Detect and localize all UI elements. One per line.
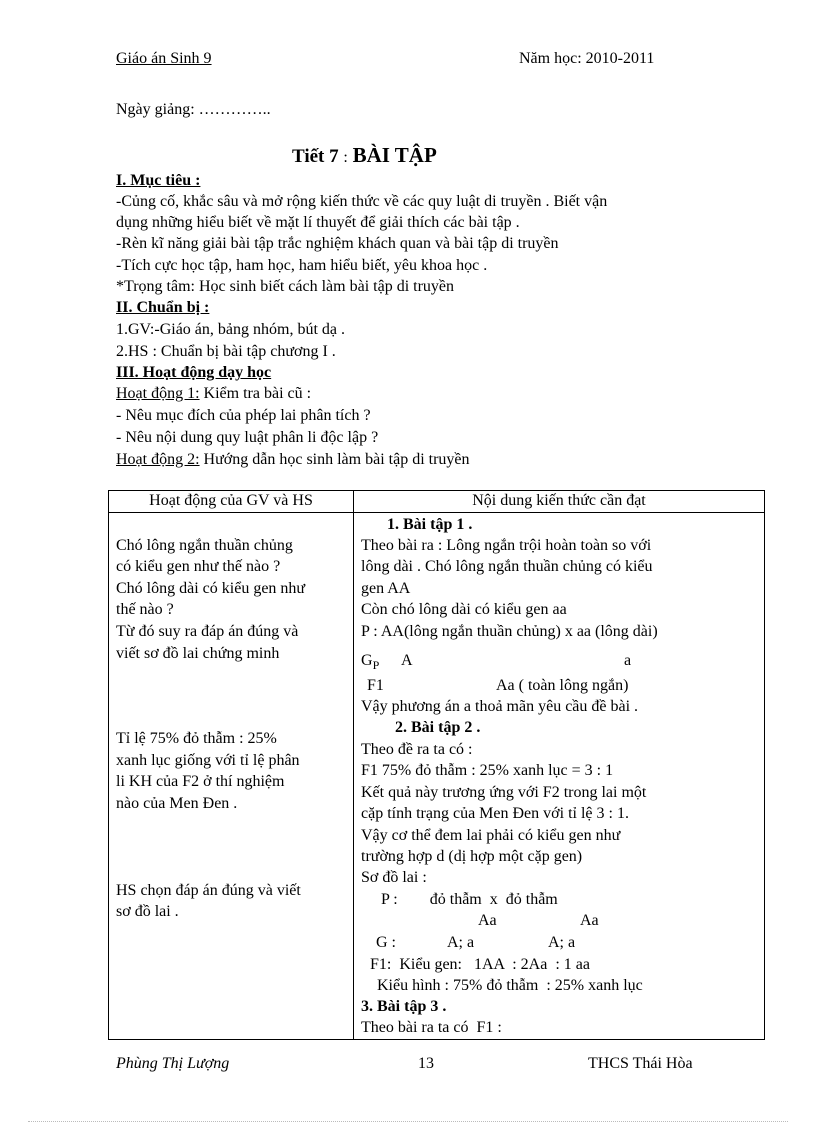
exercise2-line: Vậy cơ thể đem lai phải có kiểu gen như xyxy=(361,827,621,844)
exercise1-title: 1. Bài tập 1 . xyxy=(387,516,473,533)
left-cell-line: nào của Men Đen . xyxy=(116,795,238,812)
left-cell-line: li KH của F2 ở thí nghiệm xyxy=(116,773,285,790)
left-cell-line: Chó lông dài có kiểu gen như xyxy=(116,580,306,597)
gametes-label xyxy=(361,650,379,677)
exercise2-line: Kết quả này trương ứng với F2 trong lai một xyxy=(361,784,647,801)
exercise2-line: Sơ đồ lai : xyxy=(361,869,427,886)
section2-heading: II. Chuẩn bị : xyxy=(116,299,210,316)
section1-line: -Tích cực học tập, ham học, ham hiểu biết, yêu khoa học . xyxy=(116,257,488,274)
section2-line: 1.GV:-Giáo án, bảng nhóm, bút dạ . xyxy=(116,321,345,338)
exercise1-line: Còn chó lông dài có kiểu gen aa xyxy=(361,601,567,618)
f1-genotype: F1: Kiểu gen: 1AA : 2Aa : 1 aa xyxy=(370,956,590,973)
table-border-right xyxy=(764,490,765,1040)
parents-line: P : đỏ thẫm x đỏ thẫm xyxy=(381,891,558,908)
header-school-year: Năm học: 2010-2011 xyxy=(519,50,655,67)
activity1-text: Kiểm tra bài cũ : xyxy=(199,385,312,402)
activity1-line xyxy=(116,383,311,404)
table-border-left xyxy=(108,490,109,1040)
activity1-label: Hoạt động 1: xyxy=(116,385,200,402)
page-title xyxy=(292,143,437,168)
page-edge-divider xyxy=(28,1121,788,1122)
f1-phenotype: Kiểu hình : 75% đỏ thẫm : 25% xanh lục xyxy=(377,977,643,994)
exercise2-title: 2. Bài tập 2 . xyxy=(395,719,481,736)
gametes-line-left: A; a xyxy=(447,934,475,951)
title-separator: : xyxy=(343,149,348,166)
exercise1-conclusion: Vậy phương án a thoả mãn yêu cầu đề bài . xyxy=(361,698,639,715)
gametes-subscript: P xyxy=(372,658,380,673)
left-cell-line: có kiểu gen như thế nào ? xyxy=(116,558,281,575)
footer-page-number: 13 xyxy=(418,1055,434,1072)
activity2-text: Hướng dẫn học sinh làm bài tập di truyền xyxy=(199,451,470,468)
exercise1-cross-line: P : AA(lông ngắn thuần chủng) x aa (lông dài) xyxy=(361,623,658,640)
section2-line: 2.HS : Chuẩn bị bài tập chương I . xyxy=(116,343,336,360)
section1-line: -Củng cố, khắc sâu và mở rộng kiến thức về các quy luật di truyền . Biết vận xyxy=(116,193,608,210)
exercise1-line: Theo bài ra : Lông ngắn trội hoàn toàn so với xyxy=(361,537,652,554)
footer-school: THCS Thái Hòa xyxy=(588,1055,693,1072)
gametes-line-right: A; a xyxy=(548,934,576,951)
footer-author: Phùng Thị Lượng xyxy=(116,1055,230,1072)
exercise2-line: Theo đề ra ta có : xyxy=(361,741,473,758)
exercise2-line: F1 75% đỏ thẫm : 25% xanh lục = 3 : 1 xyxy=(361,762,614,779)
f1-label: F1 xyxy=(367,677,384,694)
parent-genotype-right: Aa xyxy=(580,912,599,929)
exercise2-line: cặp tính trạng của Men Đen với tỉ lệ 3 : 1. xyxy=(361,805,629,822)
left-cell-line: Từ đó suy ra đáp án đúng và xyxy=(116,623,299,640)
left-cell-line: sơ đồ lai . xyxy=(116,903,179,920)
header-subject: Giáo án Sinh 9 xyxy=(116,50,212,67)
gametes-line-label: G : xyxy=(376,934,396,951)
left-cell-line: Tỉ lệ 75% đỏ thẫm : 25% xyxy=(116,730,277,747)
left-cell-line: thế nào ? xyxy=(116,601,174,618)
parent-genotype-left: Aa xyxy=(478,912,497,929)
title-main: BÀI TẬP xyxy=(352,143,437,167)
left-cell-line: viết sơ đồ lai chứng minh xyxy=(116,645,280,662)
table-border-bottom xyxy=(108,1039,765,1040)
gametes-letter: G xyxy=(361,652,373,669)
section1-heading: I. Mục tiêu : xyxy=(116,172,201,189)
table-header-content: Nội dung kiến thức cần đạt xyxy=(472,492,646,509)
section1-line: -Rèn kĩ năng giải bài tập trắc nghiệm khách quan và bài tập di truyền xyxy=(116,235,559,252)
exercise2-line: trường hợp d (dị hợp một cặp gen) xyxy=(361,848,583,865)
activity1-question: - Nêu nội dung quy luật phân li độc lập ? xyxy=(116,429,379,446)
exercise3-line: Theo bài ra ta có F1 : xyxy=(361,1019,502,1036)
table-header-divider xyxy=(108,512,765,513)
left-cell-line: HS chọn đáp án đúng và viết xyxy=(116,882,301,899)
table-border-top xyxy=(108,490,765,491)
date-line: Ngày giảng: ………….. xyxy=(116,101,271,118)
f1-result: Aa ( toàn lông ngắn) xyxy=(496,677,629,694)
activity2-line xyxy=(116,449,470,470)
table-column-divider xyxy=(353,490,354,1040)
left-cell-line: Chó lông ngắn thuần chủng xyxy=(116,537,293,554)
exercise1-line: lông dài . Chó lông ngắn thuần chủng có kiểu xyxy=(361,558,653,575)
gamete-a-recessive: a xyxy=(624,652,632,669)
title-prefix: Tiết 7 xyxy=(292,146,339,167)
section3-heading: III. Hoạt động dạy học xyxy=(116,364,272,381)
section1-line: dụng những hiểu biết về mặt lí thuyết để giải thích các bài tập . xyxy=(116,214,520,231)
activity2-label: Hoạt động 2: xyxy=(116,451,200,468)
activity1-question: - Nêu mục đích của phép lai phân tích ? xyxy=(116,407,371,424)
exercise3-title: 3. Bài tập 3 . xyxy=(361,998,447,1015)
left-cell-line: xanh lục giống với tỉ lệ phân xyxy=(116,752,300,769)
exercise1-line: gen AA xyxy=(361,580,411,597)
table-header-teacher-student: Hoạt động của GV và HS xyxy=(149,492,313,509)
section1-line: *Trọng tâm: Học sinh biết cách làm bài tập di truyền xyxy=(116,278,455,295)
gamete-a-dominant: A xyxy=(401,652,413,669)
